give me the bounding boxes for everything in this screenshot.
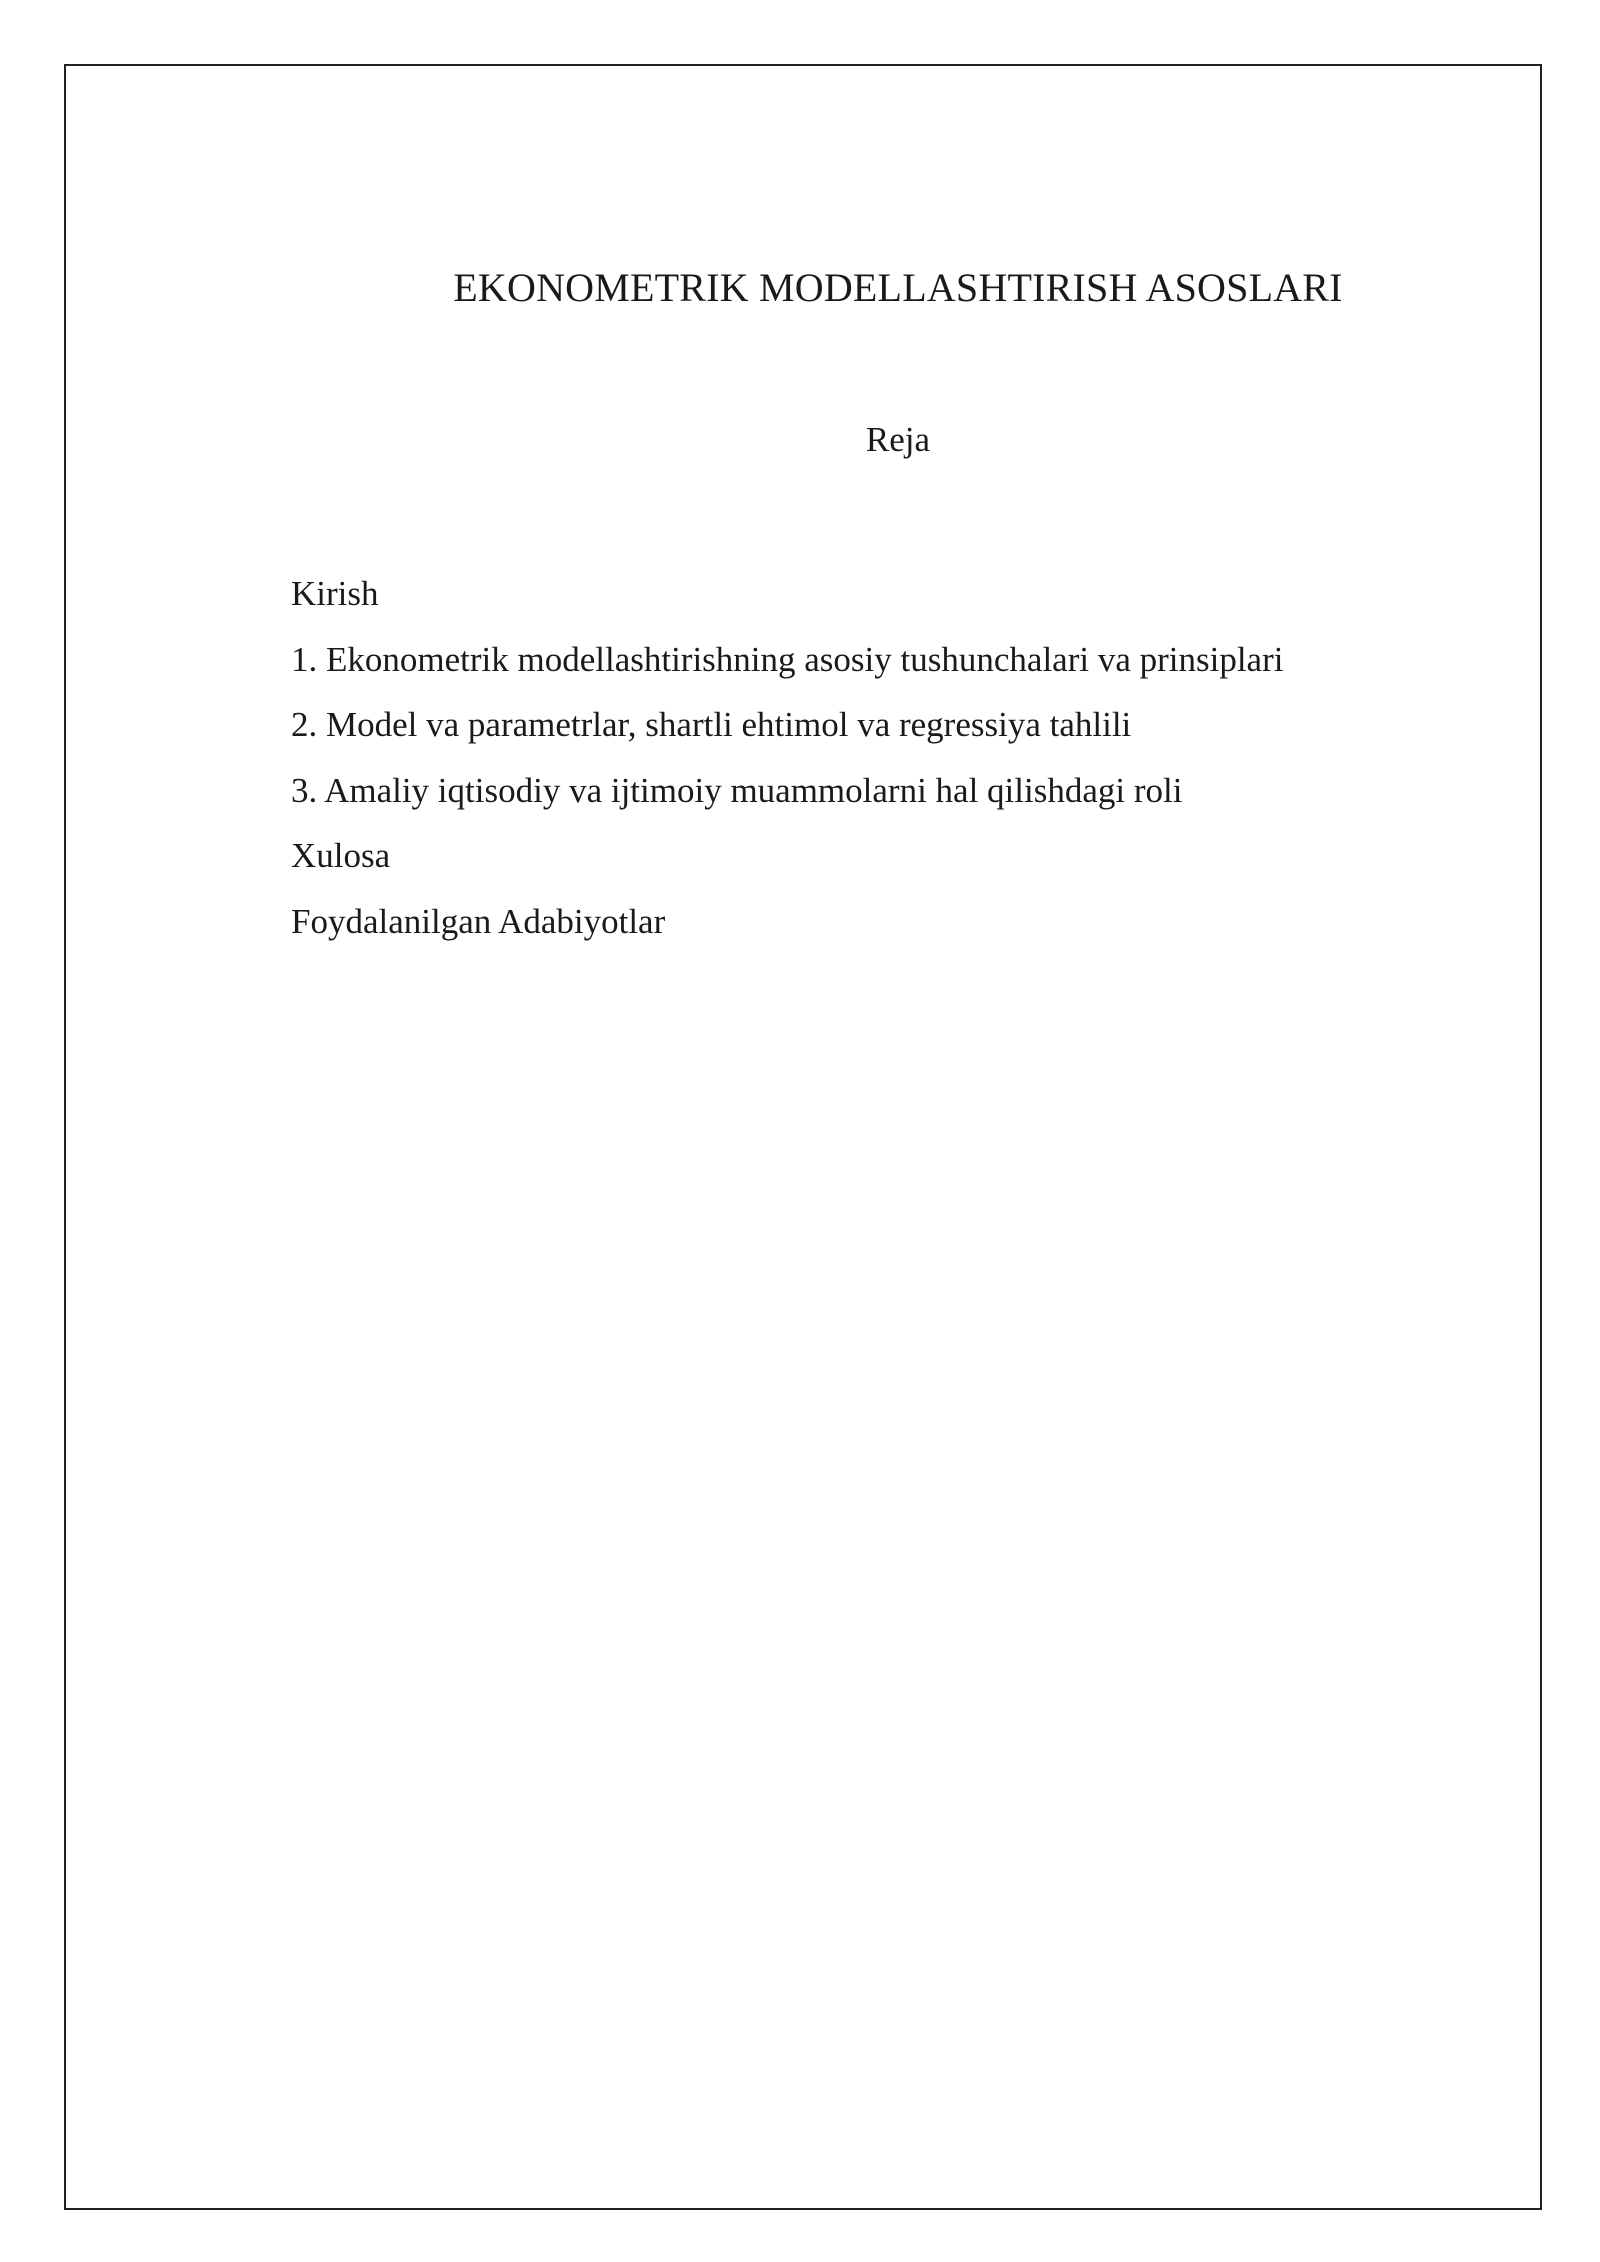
page-border xyxy=(64,64,1542,2210)
plan-list xyxy=(291,561,1283,954)
plan-heading: Reja xyxy=(865,420,931,459)
plan-item-1: 1. Ekonometrik modellashtirishning asosiy tushunchalari va prinsiplari xyxy=(291,639,1284,679)
plan-item-2: 2. Model va parametrlar, shartli ehtimol va regressiya tahlili xyxy=(291,705,1132,744)
document-title: EKONOMETRIK MODELLASHTIRISH ASOSLARI xyxy=(453,265,1343,310)
plan-item-3: 3. Amaliy iqtisodiy va ijtimoiy muammolarni hal qilishdagi roli xyxy=(291,770,1183,810)
plan-item-conclusion: Xulosa xyxy=(291,836,391,875)
plan-item-references: Foydalanilgan Adabiyotlar xyxy=(291,901,666,941)
plan-item-introduction: Kirish xyxy=(291,574,379,613)
